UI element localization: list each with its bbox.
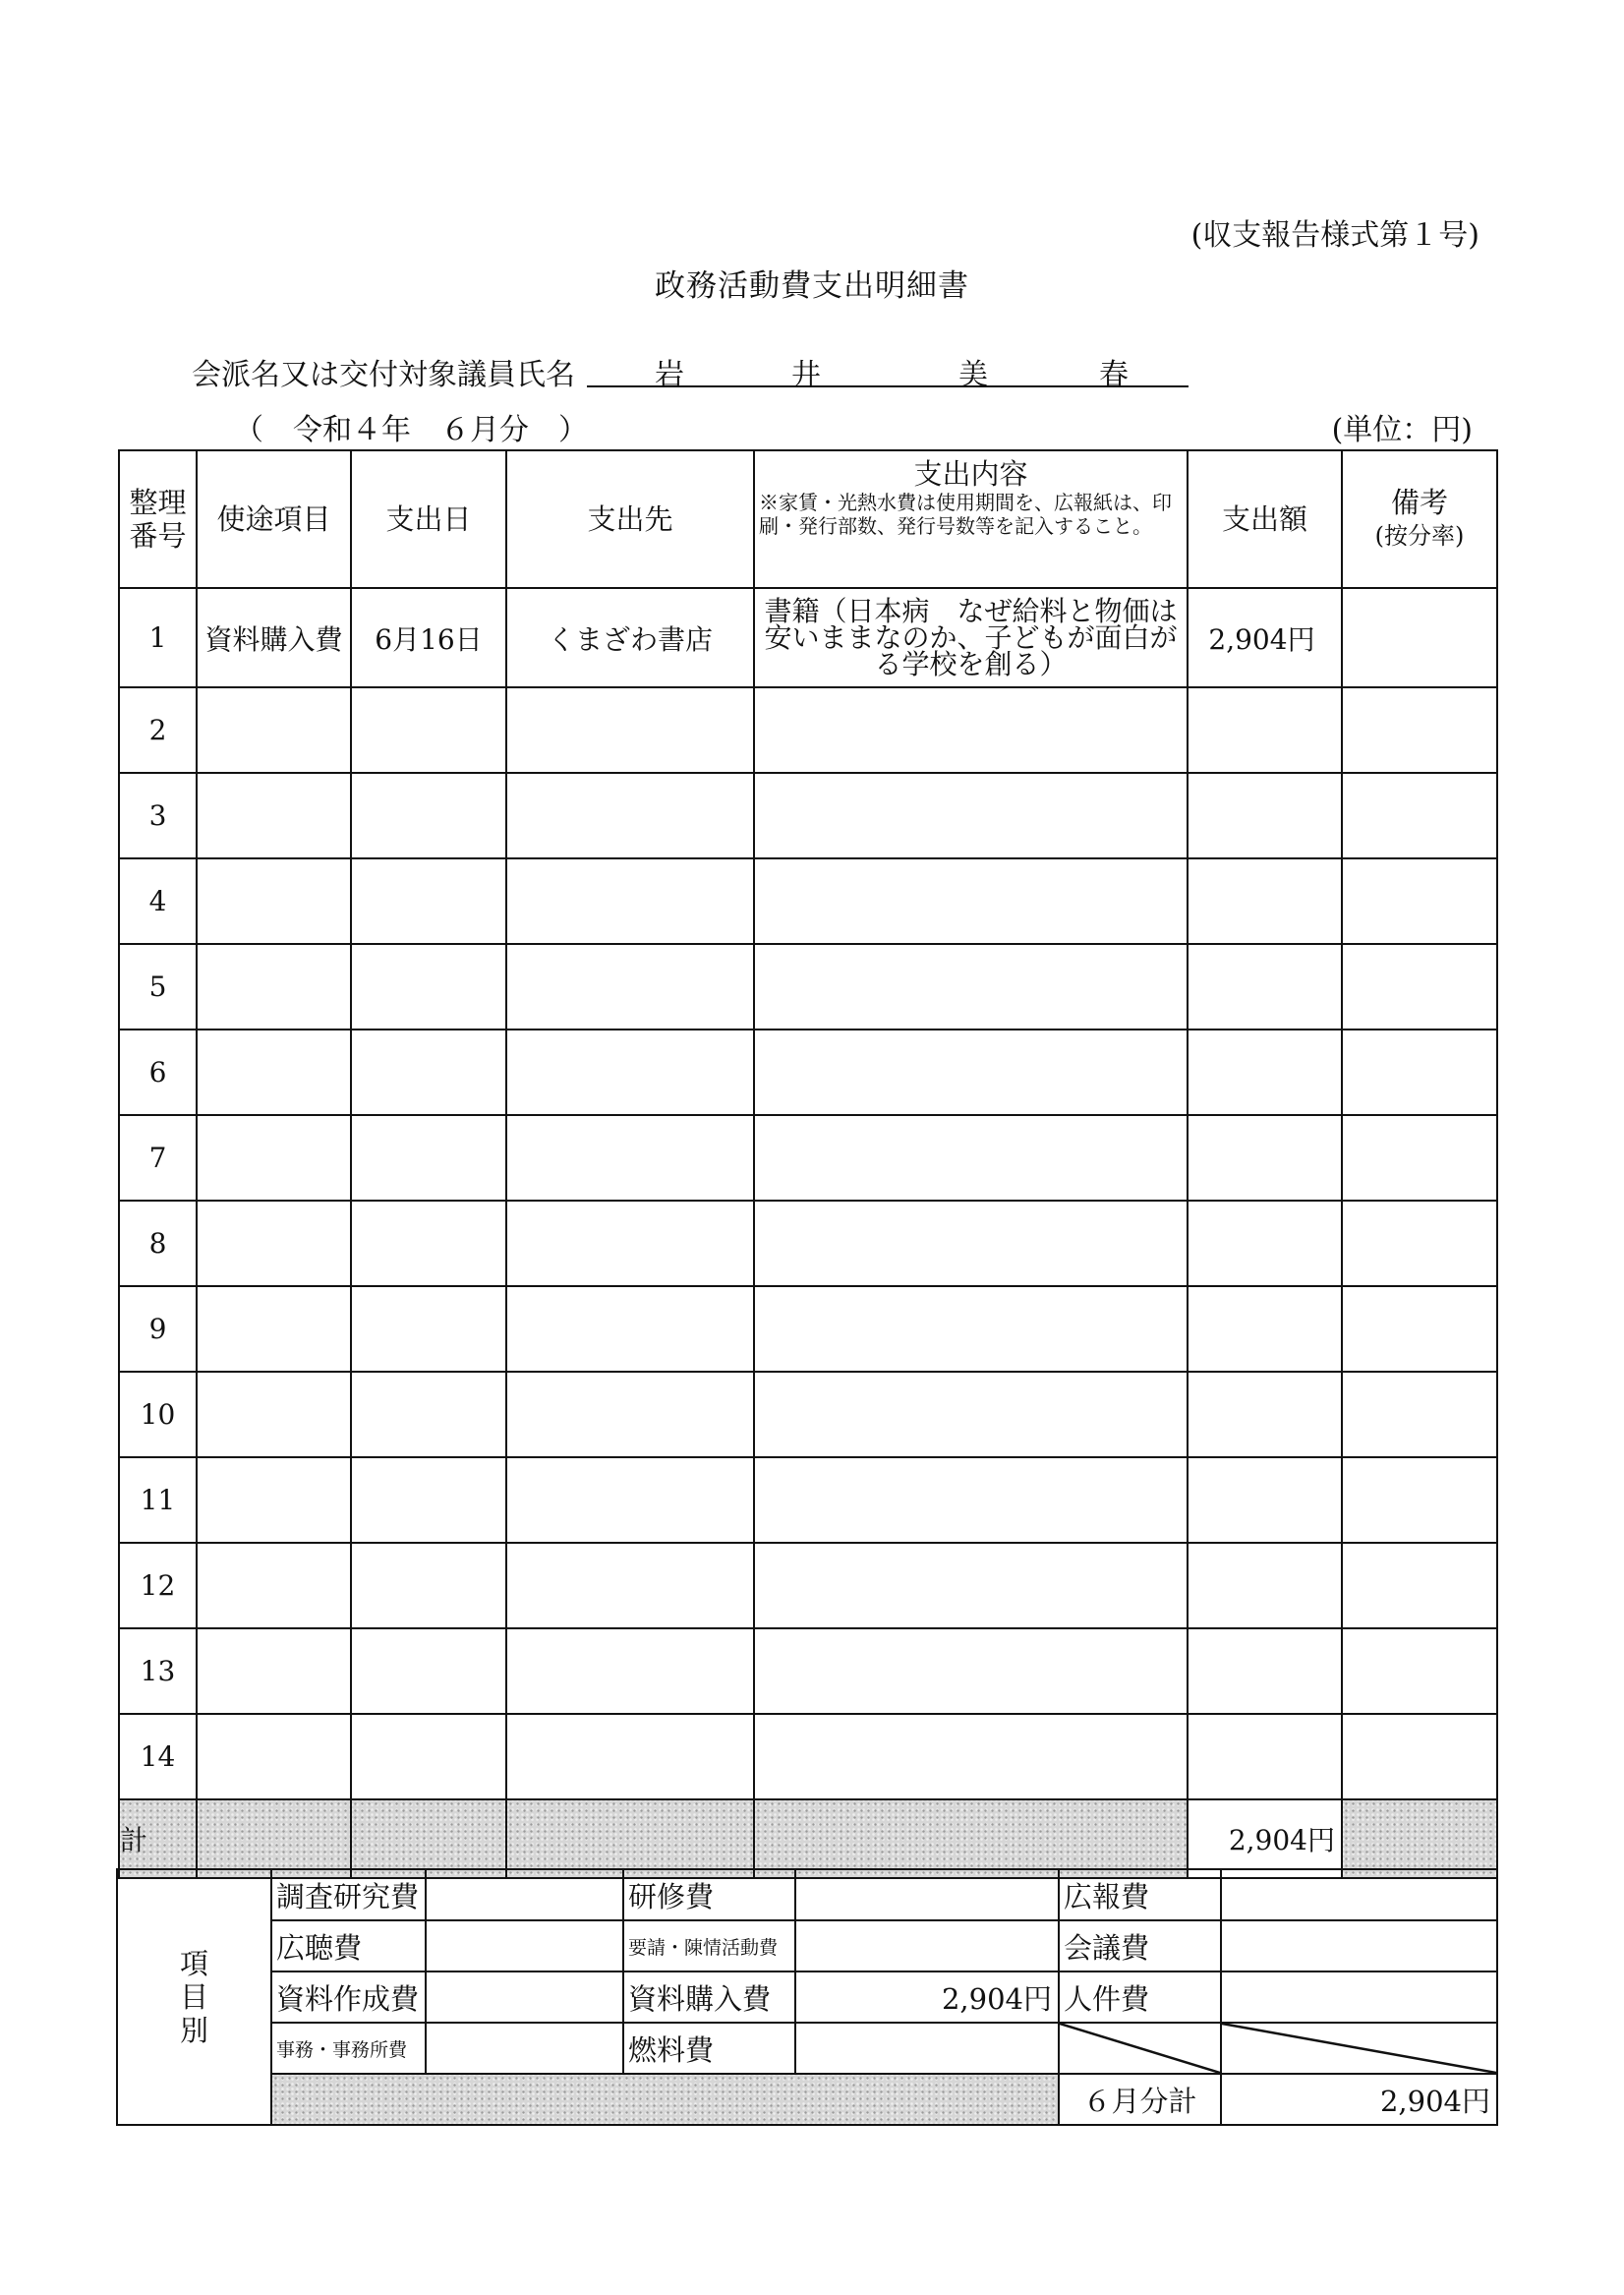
row-amount	[1188, 1628, 1342, 1714]
reporting-period: （ 令和４年 ６月分 ）	[234, 413, 588, 447]
row-date: 6月16日	[351, 588, 506, 687]
member-name-char: 美	[958, 358, 988, 392]
row-purpose	[197, 1201, 351, 1286]
row-contents	[754, 944, 1188, 1030]
row-purpose	[197, 1457, 351, 1543]
row-payee	[506, 944, 754, 1030]
total-row	[119, 1799, 1497, 1878]
row-remarks	[1342, 773, 1497, 858]
row-number: 12	[119, 1543, 197, 1628]
category-value	[426, 2023, 623, 2074]
row-payee	[506, 1714, 754, 1799]
row-date	[351, 1543, 506, 1628]
month-total-value: 2,904円	[1221, 2074, 1497, 2125]
row-amount	[1188, 944, 1342, 1030]
row-remarks	[1342, 858, 1497, 944]
table-row	[119, 1628, 1497, 1714]
category-row	[117, 1971, 1497, 2023]
category-side-label: 項 目 別	[117, 1869, 271, 2125]
row-date	[351, 1714, 506, 1799]
shaded-cell	[1342, 1799, 1497, 1878]
row-date	[351, 944, 506, 1030]
col-header-remarks: 備考 (按分率)	[1342, 450, 1497, 588]
table-row	[119, 687, 1497, 773]
category-label: 要請・陳情活動費	[623, 1920, 795, 1971]
row-contents	[754, 1030, 1188, 1115]
category-row	[117, 1920, 1497, 1971]
row-number: 11	[119, 1457, 197, 1543]
row-remarks	[1342, 1286, 1497, 1372]
col-header-date: 支出日	[351, 450, 506, 588]
row-remarks	[1342, 588, 1497, 687]
row-amount	[1188, 1115, 1342, 1201]
table-row	[119, 1457, 1497, 1543]
row-remarks	[1342, 1714, 1497, 1799]
table-row	[119, 1543, 1497, 1628]
row-contents	[754, 773, 1188, 858]
total-label: 計	[119, 1799, 197, 1878]
row-remarks	[1342, 1372, 1497, 1457]
row-payee	[506, 1030, 754, 1115]
category-value	[795, 2023, 1059, 2074]
category-label: 広報費	[1059, 1869, 1221, 1920]
row-payee: くまざわ書店	[506, 588, 754, 687]
row-number: 2	[119, 687, 197, 773]
row-number: 3	[119, 773, 197, 858]
row-number: 13	[119, 1628, 197, 1714]
row-contents	[754, 1543, 1188, 1628]
row-remarks	[1342, 1628, 1497, 1714]
row-date	[351, 1115, 506, 1201]
row-payee	[506, 1115, 754, 1201]
row-number: 6	[119, 1030, 197, 1115]
row-payee	[506, 1628, 754, 1714]
row-remarks	[1342, 1543, 1497, 1628]
row-number: 1	[119, 588, 197, 687]
category-label: 資料購入費	[623, 1971, 795, 2023]
table-row	[119, 1286, 1497, 1372]
member-name-char: 井	[791, 358, 821, 392]
row-amount	[1188, 1543, 1342, 1628]
col-header-number: 整理 番号	[119, 450, 197, 588]
category-value	[1221, 1971, 1497, 2023]
shaded-cell	[197, 1799, 351, 1878]
document-title: 政務活動費支出明細書	[655, 268, 969, 304]
member-name-underline	[587, 385, 1189, 387]
row-date	[351, 1286, 506, 1372]
row-purpose	[197, 1030, 351, 1115]
member-name-char: 岩	[655, 358, 684, 392]
category-total-row	[117, 2074, 1497, 2125]
row-payee	[506, 1372, 754, 1457]
contents-note: ※家賃・光熱水費は使用期間を、広報紙は、印刷・発行部数、発行号数等を記入すること。	[759, 491, 1172, 538]
row-amount	[1188, 1030, 1342, 1115]
table-row	[119, 1201, 1497, 1286]
form-number: (収支報告様式第１号)	[1190, 218, 1479, 253]
row-amount: 2,904円	[1188, 588, 1342, 687]
row-number: 14	[119, 1714, 197, 1799]
table-row	[119, 944, 1497, 1030]
col-header-payee: 支出先	[506, 450, 754, 588]
category-value	[426, 1920, 623, 1971]
category-value	[1221, 1869, 1497, 1920]
category-label: 会議費	[1059, 1920, 1221, 1971]
row-contents	[754, 1201, 1188, 1286]
row-remarks	[1342, 944, 1497, 1030]
row-contents	[754, 858, 1188, 944]
row-purpose	[197, 687, 351, 773]
row-purpose	[197, 773, 351, 858]
category-label: 研修費	[623, 1869, 795, 1920]
row-remarks	[1342, 1457, 1497, 1543]
row-purpose	[197, 944, 351, 1030]
row-date	[351, 773, 506, 858]
row-amount	[1188, 1457, 1342, 1543]
row-payee	[506, 773, 754, 858]
table-row	[119, 1372, 1497, 1457]
row-remarks	[1342, 1115, 1497, 1201]
row-date	[351, 858, 506, 944]
row-purpose	[197, 1628, 351, 1714]
row-number: 5	[119, 944, 197, 1030]
row-payee	[506, 1286, 754, 1372]
row-remarks	[1342, 1201, 1497, 1286]
category-label: 事務・事務所費	[271, 2023, 426, 2074]
row-remarks	[1342, 1030, 1497, 1115]
expenditure-detail-table	[118, 449, 1498, 1879]
col-header-amount: 支出額	[1188, 450, 1342, 588]
row-number: 8	[119, 1201, 197, 1286]
row-payee	[506, 1457, 754, 1543]
category-label: 資料作成費	[271, 1971, 426, 2023]
table-row	[119, 588, 1497, 687]
category-value	[1221, 1920, 1497, 1971]
category-label: 広聴費	[271, 1920, 426, 1971]
row-date	[351, 1030, 506, 1115]
month-total-label: ６月分計	[1059, 2074, 1221, 2125]
row-amount	[1188, 1372, 1342, 1457]
crossed-out-cell	[1059, 2023, 1221, 2074]
row-payee	[506, 858, 754, 944]
row-remarks	[1342, 687, 1497, 773]
row-amount	[1188, 1201, 1342, 1286]
total-amount: 2,904円	[1188, 1799, 1342, 1878]
row-date	[351, 1201, 506, 1286]
crossed-out-cell	[1221, 2023, 1497, 2074]
row-purpose	[197, 1543, 351, 1628]
contents-title: 支出内容	[913, 457, 1028, 491]
row-amount	[1188, 1714, 1342, 1799]
member-name-label: 会派名又は交付対象議員氏名	[192, 358, 575, 392]
row-amount	[1188, 858, 1342, 944]
table-row	[119, 1115, 1497, 1201]
col-header-contents	[754, 450, 1188, 588]
row-contents	[754, 687, 1188, 773]
row-amount	[1188, 1286, 1342, 1372]
shaded-cell	[351, 1799, 506, 1878]
category-value	[795, 1920, 1059, 1971]
table-row	[119, 773, 1497, 858]
row-purpose: 資料購入費	[197, 588, 351, 687]
row-number: 7	[119, 1115, 197, 1201]
row-payee	[506, 1543, 754, 1628]
category-summary-table	[116, 1868, 1498, 2126]
row-number: 10	[119, 1372, 197, 1457]
row-purpose	[197, 858, 351, 944]
row-purpose	[197, 1286, 351, 1372]
row-date	[351, 1457, 506, 1543]
category-row	[117, 1869, 1497, 1920]
row-date	[351, 1372, 506, 1457]
table-row	[119, 1030, 1497, 1115]
row-contents	[754, 1286, 1188, 1372]
row-number: 4	[119, 858, 197, 944]
row-payee	[506, 687, 754, 773]
row-contents	[754, 1372, 1188, 1457]
shaded-cell	[271, 2074, 1059, 2125]
row-contents	[754, 1457, 1188, 1543]
category-value	[426, 1869, 623, 1920]
row-purpose	[197, 1115, 351, 1201]
table-row	[119, 858, 1497, 944]
row-amount	[1188, 687, 1342, 773]
table-row	[119, 1714, 1497, 1799]
col-header-purpose: 使途項目	[197, 450, 351, 588]
category-row	[117, 2023, 1497, 2074]
table-header-row	[119, 450, 1497, 588]
row-purpose	[197, 1372, 351, 1457]
row-number: 9	[119, 1286, 197, 1372]
row-contents	[754, 1115, 1188, 1201]
category-label: 燃料費	[623, 2023, 795, 2074]
category-value: 2,904円	[795, 1971, 1059, 2023]
row-contents	[754, 1628, 1188, 1714]
row-contents	[754, 1714, 1188, 1799]
row-contents: 書籍（日本病 なぜ給料と物価は安いままなのか、子どもが面白がる学校を創る）	[754, 588, 1188, 687]
row-payee	[506, 1201, 754, 1286]
member-name-char: 春	[1099, 358, 1129, 392]
unit-label: (単位：円)	[1331, 413, 1473, 447]
category-value	[426, 1971, 623, 2023]
shaded-cell	[754, 1799, 1188, 1878]
row-date	[351, 687, 506, 773]
category-label: 調査研究費	[271, 1869, 426, 1920]
category-label: 人件費	[1059, 1971, 1221, 2023]
row-date	[351, 1628, 506, 1714]
shaded-cell	[506, 1799, 754, 1878]
row-purpose	[197, 1714, 351, 1799]
row-amount	[1188, 773, 1342, 858]
category-value	[795, 1869, 1059, 1920]
